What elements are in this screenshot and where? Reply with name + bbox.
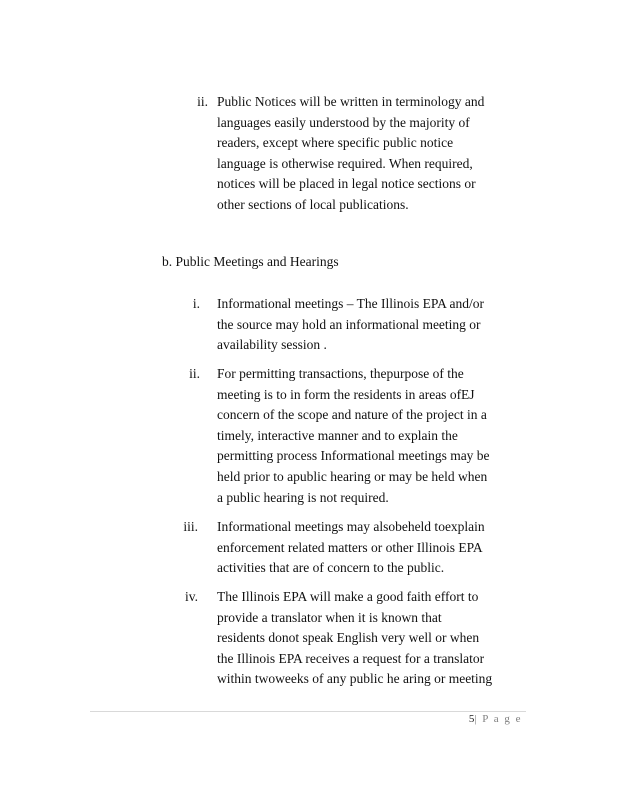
text-line: Public Notices will be written in terminology and [217, 94, 485, 109]
list-item-text [217, 587, 492, 690]
text-line: within twoweeks of any public he aring or meeting [217, 671, 493, 687]
text-line: concern of the scope and nature of the project in a [217, 407, 487, 423]
list-item-text [217, 364, 490, 508]
footer-separator: | [474, 713, 479, 725]
text-line: the source may hold an informational meeting or [217, 316, 481, 332]
text-line: other sections of local publications. [217, 196, 409, 212]
page-footer [469, 713, 522, 725]
text-line: timely, interactive manner and to explain the [217, 427, 458, 443]
text-line: Informational meetings may alsobeheld toexplain [217, 519, 485, 534]
list-marker: ii. [189, 366, 200, 381]
text-line: Informational meetings – The Illinois EPA and/or [217, 296, 484, 311]
text-line: The Illinois EPA will make a good faith effort to [217, 589, 479, 604]
text-line: a public hearing is not required. [217, 489, 389, 505]
text-line: enforcement related matters or other Illinois EPA [217, 539, 483, 555]
text-line: notices will be placed in legal notice sections or [217, 176, 476, 192]
text-line: readers, except where specific public notice [217, 135, 454, 151]
list-item-text [217, 92, 484, 216]
page-label: P a g e [482, 713, 522, 725]
list-marker: iii. [183, 519, 198, 534]
list-marker: ii. [197, 94, 208, 109]
footer-divider [90, 711, 526, 712]
text-line: For permitting transactions, thepurpose of the [217, 366, 464, 381]
list-marker: i. [192, 296, 200, 311]
text-line: provide a translator when it is known that [217, 609, 442, 625]
list-item-text [217, 517, 485, 579]
list-marker: iv. [185, 589, 198, 604]
text-line: held prior to apublic hearing or may be held when [217, 468, 488, 484]
text-line: the Illinois EPA receives a request for a translator [217, 650, 485, 666]
list-item-text [217, 294, 484, 356]
page-number: 5 [468, 713, 475, 725]
text-line: activities that are of concern to the public. [217, 560, 445, 576]
text-line: residents donot speak English very well or when [217, 630, 480, 646]
section-heading: b. Public Meetings and Hearings [162, 254, 339, 269]
text-line: language is otherwise required. When required, [217, 155, 473, 171]
text-line: availability session . [217, 337, 327, 353]
text-line: languages easily understood by the majority of [217, 114, 470, 130]
text-line: meeting is to in form the residents in areas ofEJ [217, 386, 475, 402]
text-line: permitting process Informational meetings may be [217, 448, 490, 464]
